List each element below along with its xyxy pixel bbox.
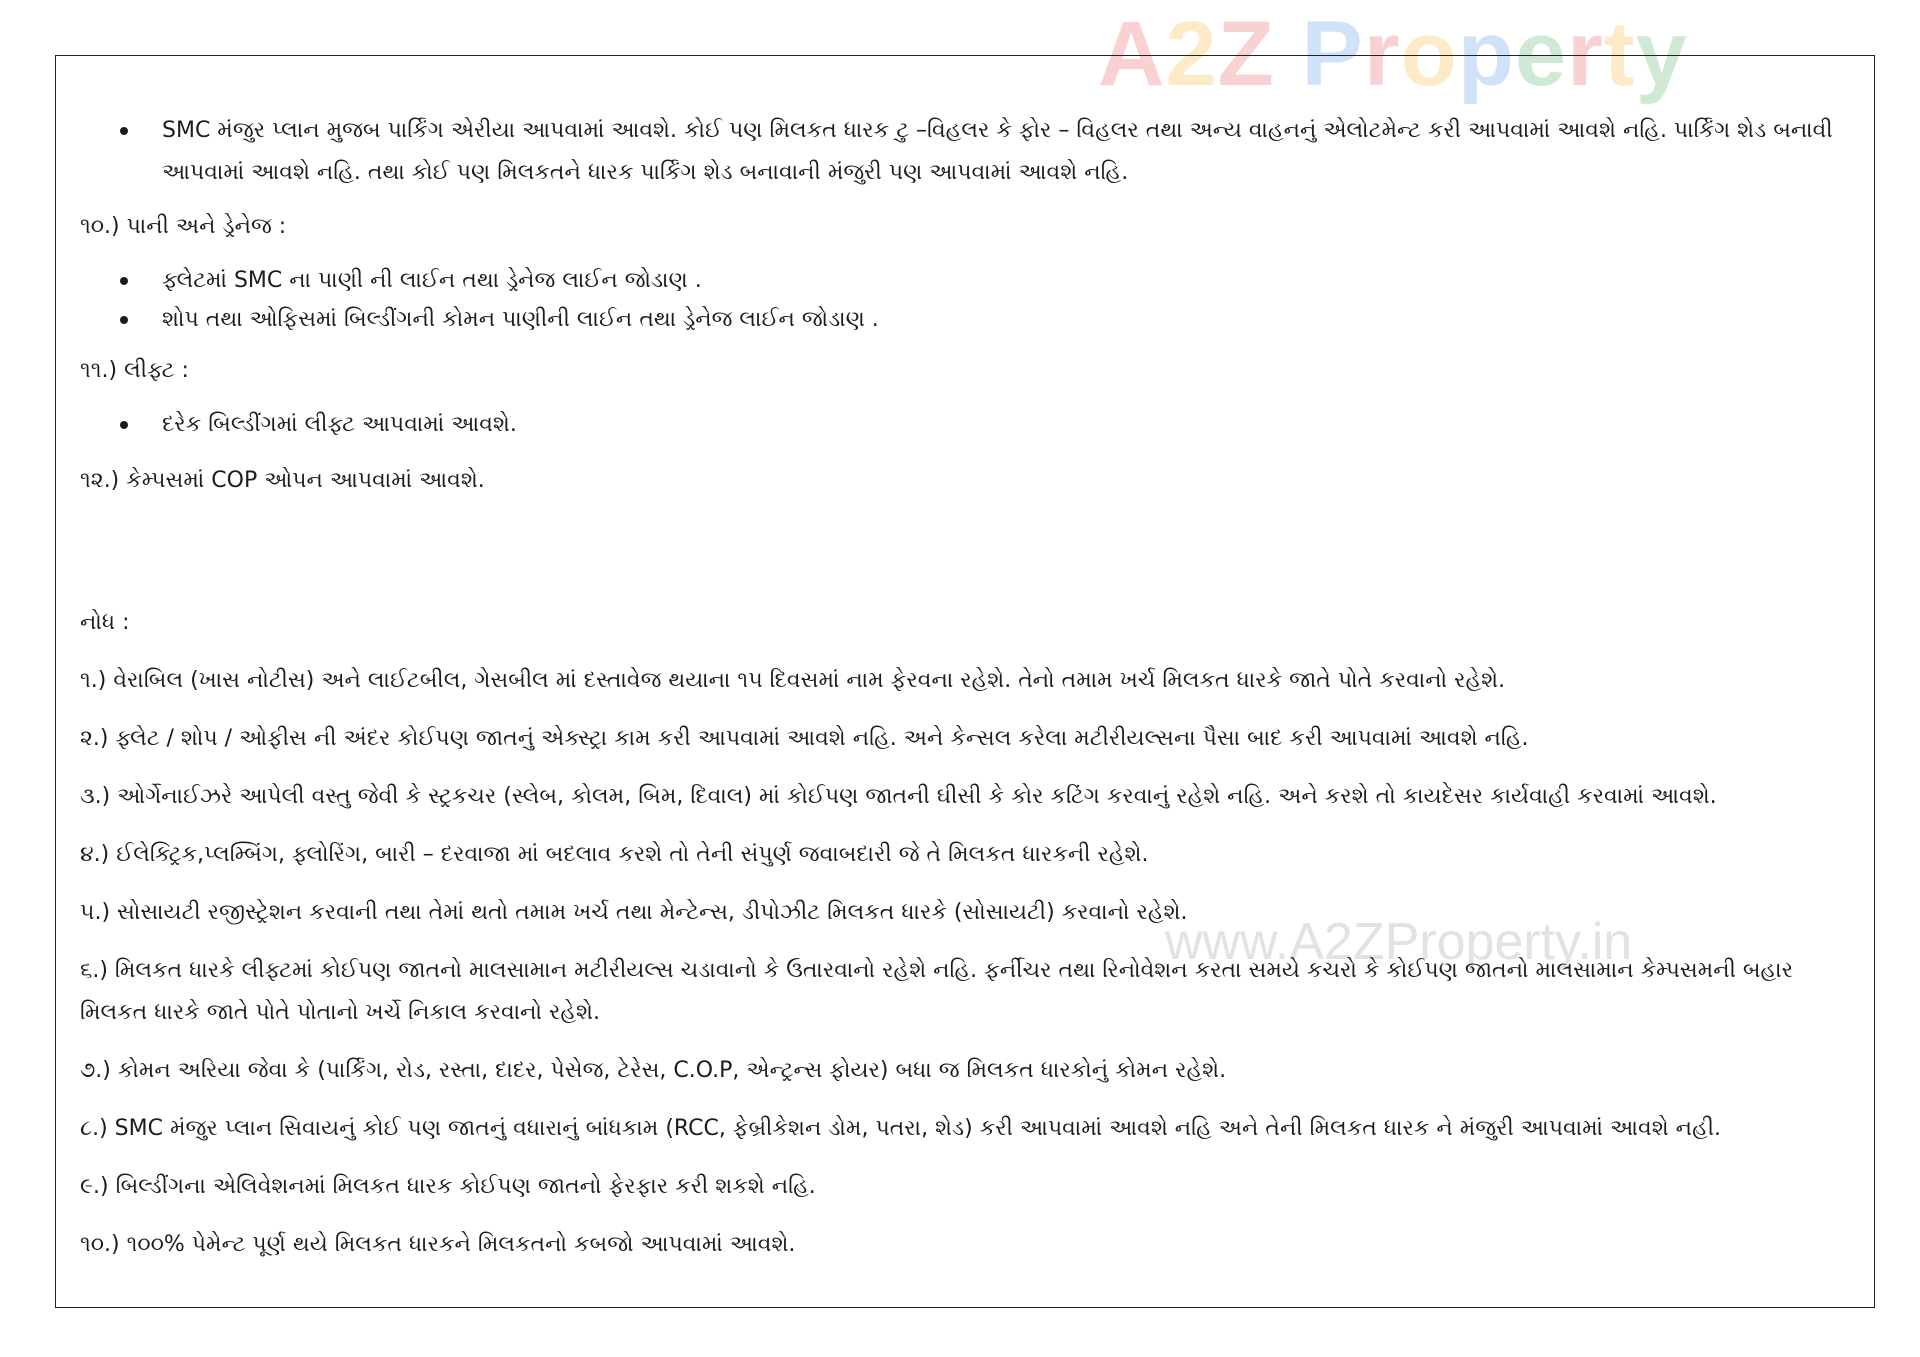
list-item (80, 404, 1840, 446)
note-item: ૧૦.) ૧૦૦% પેમેન્ટ પૂર્ણ થયે મિલકત ધારકને મિલકતનો કબજો આપવામાં આવશે. (80, 1232, 796, 1257)
watermark-letter: Z (1217, 3, 1275, 105)
water-list (80, 260, 1840, 338)
watermark-url: www.A2ZProperty.in (1165, 913, 1633, 971)
list-item (80, 302, 1840, 338)
watermark-letter: t (1603, 3, 1636, 105)
note-item: ૯.) બિલ્ડીંગના એલિવેશનમાં મિલકત ધારક કોઈપણ જાતનો ફેરફાર કરી શકશે નહિ. (80, 1174, 816, 1199)
note-item: ૪.) ઈલેક્ટ્રિક,પ્લમ્બિંગ, ફ્લોરિંગ, બારી – દરવાજા માં બદલાવ કરશે તો તેની સંપુર્ણ જવાબદારી જે તે મિલકત ધારકની રહેશે. (80, 842, 1149, 867)
water-item: ફ્લેટમાં SMC ના પાણી ની લાઈન તથા ડ્રેનેજ લાઈન જોડાણ . (162, 268, 702, 293)
bullet-icon (120, 277, 128, 285)
lift-item: દરેક બિલ્ડીંગમાં લીફ્ટ આપવામાં આવશે. (162, 412, 517, 437)
section-heading-water: ૧૦.) પાની અને ડ્રેનેજ : (80, 214, 287, 239)
section-heading-lift: ૧૧.) લીફ્ટ : (80, 358, 189, 383)
note-item: ૨.) ફ્લેટ / શોપ / ઓફીસ ની અંદર કોઈપણ જાતનું એક્સ્ટ્રા કામ કરી આપવામાં આવશે નહિ. અને કેન્સલ કરેલા મટીરીયલ્સના પૈસા બાદ કરી આપવામાં આવશે નહિ. (80, 726, 1529, 751)
cop-line: ૧૨.) કેમ્પસમાં COP ઓપન આપવામાં આવશે. (80, 468, 485, 493)
watermark-letter: P (1301, 3, 1364, 105)
note-item: ૩.) ઓર્ગેનાઈઝરે આપેલી વસ્તુ જેવી કે સ્ટ્રકચર (સ્લેબ, કોલમ, બિમ, દિવાલ) માં કોઈપણ જાતની ઘીસી કે કોર કટિંગ કરવાનું રહેશે નહિ. અને કરશે તો કાયદેસર કાર્યવાહી કરવામાં આવશે. (80, 784, 1717, 809)
bullet-icon (120, 127, 128, 135)
watermark-letter: e (1514, 3, 1568, 105)
watermark-letter: y (1635, 3, 1688, 105)
note-item: ૧.) વેરાબિલ (ખાસ નોટીસ) અને લાઈટબીલ, ગેસબીલ માં દસ્તાવેજ થયાના ૧૫ દિવસમાં નામ ફેરવના રહેશે. તેનો તમામ ખર્ચ મિલકત ધારકે જાતે પોતે કરવાનો રહેશે. (80, 668, 1506, 693)
note-item: ૬.) મિલકત ધારકે લીફ્ટમાં કોઈપણ જાતનો માલસામાન મટીરીયલ્સ ચડાવાનો કે ઉતારવાનો રહેશે નહિ. ફર્નીચર તથા રિનોવેશન કરતા સમયે કચરો કે કોઈપણ જાતનો માલસામાન કેમ્પસમની બહાર મિલકત ધારકે જાતે પોતે પોતાનો ખર્ચે નિકાલ કરવાનો રહેશે. (80, 958, 1793, 1025)
bullet-icon (120, 316, 128, 324)
note-item: ૭.) કોમન અરિયા જેવા કે (પાર્કિંગ, રોડ, રસ્તા, દાદર, પેસેજ, ટેરેસ, C.O.P, એન્ટ્રન્સ ફોયર) બધા જ મિલકત ધારકોનું કોમન રહેશે. (80, 1058, 1227, 1083)
watermark-letter: r (1363, 3, 1401, 105)
watermark-letter: A (1098, 3, 1166, 105)
watermark-letter: p (1457, 3, 1515, 105)
notes-heading: નોધ : (80, 610, 130, 635)
list-item (80, 110, 1840, 194)
note-item: ૫.) સોસાયટી રજીસ્ટ્રેશન કરવાની તથા તેમાં થતો તમામ ખર્ચ તથા મેન્ટેન્સ, ડીપોઝીટ મિલકત ધારકે (સોસાયટી) કરવાનો રહેશે. (80, 900, 1188, 925)
watermark-letter: 2 (1165, 3, 1218, 105)
watermark-letter: o (1400, 3, 1458, 105)
parking-clause: SMC મંજુર પ્લાન મુજબ પાર્કિંગ એરીયા આપવામાં આવશે. કોઈ પણ મિલકત ધારક ટુ –વિહલર કે ફોર – વિહલર તથા અન્ય વાહનનું એલોટમેન્ટ કરી આપવામાં આવશે નહિ. પાર્કિંગ શેડ બનાવી આપવામાં આવશે નહિ. તથા કોઈ પણ મિલકતને ધારક પાર્કિંગ શેડ બનાવાની મંજુરી પણ આપવામાં આવશે નહિ. (162, 118, 1833, 185)
bullet-icon (120, 421, 128, 429)
watermark-letter: r (1567, 3, 1604, 105)
note-item: ૮.) SMC મંજુર પ્લાન સિવાયનું કોઈ પણ જાતનું વધારાનું બાંધકામ (RCC, ફેબ્રીકેશન ડોમ, પતરા, શેડ) કરી આપવામાં આવશે નહિ અને તેની મિલકત ધારક ને મંજુરી આપવામાં આવશે નહી. (80, 1116, 1721, 1141)
list-item (80, 260, 1840, 302)
document-content (80, 110, 1840, 1282)
lift-list (80, 404, 1840, 446)
notes-list (80, 660, 1840, 1266)
parking-list (80, 110, 1840, 194)
water-item: શોપ તથા ઓફિસમાં બિલ્ડીંગની કોમન પાણીની લાઈન તથા ડ્રેનેજ લાઈન જોડાણ . (162, 307, 879, 332)
